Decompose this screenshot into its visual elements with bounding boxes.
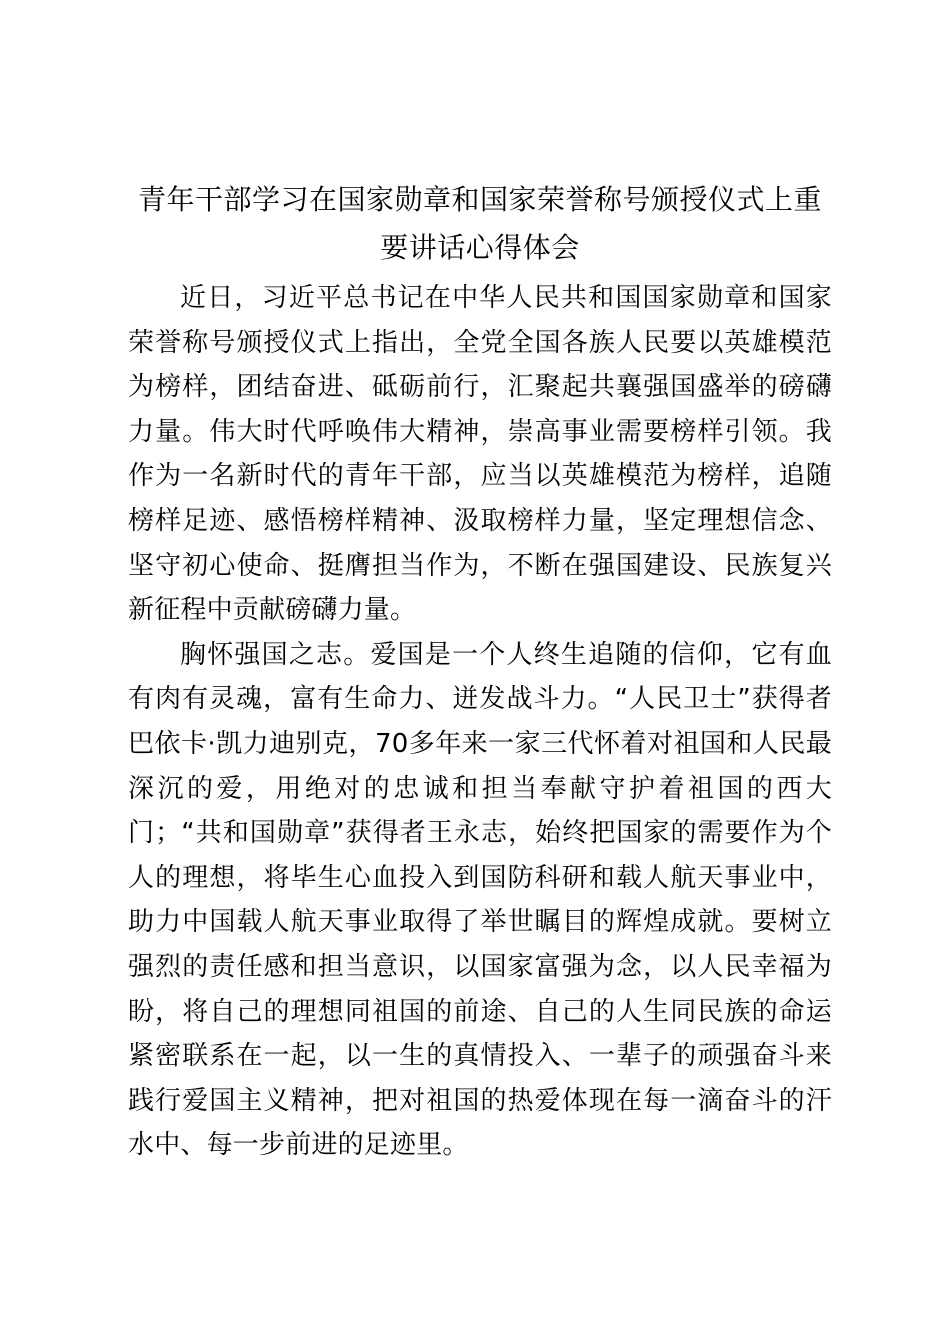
paragraph-patriotism: 胸怀强国之志。爱国是一个人终生追随的信仰，它有血有肉有灵魂，富有生命力、迸发战斗力。“人民卫士”获得者巴依卡·凯力迪别克，70多年来一家三代怀着对祖国和人民最深沉的爱，用绝对的忠诚和担当奉献守护着祖国的西大门；“共和国勋章”获得者王永志，始终把国家的需要作为个人的理想，将毕生心血投入到国防科研和载人航天事业中，助力中国载人航天事业取得了举世瞩目的辉煌成就。要树立强烈的责任感和担当意识，以国家富强为念，以人民幸福为盼，将自己的理想同祖国的前途、自己的人生同民族的命运紧密联系在一起，以一生的真情投入、一辈子的顽强奋斗来践行爱国主义精神，把对祖国的热爱体现在每一滴奋斗的汗水中、每一步前进的足迹里。 — [128, 639, 832, 1161]
paragraph-intro: 近日，习近平总书记在中华人民共和国国家勋章和国家荣誉称号颁授仪式上指出，全党全国各族人民要以英雄模范为榜样，团结奋进、砥砺前行，汇聚起共襄强国盛举的磅礴力量。伟大时代呼唤伟大精神，崇高事业需要榜样引领。我作为一名新时代的青年干部，应当以英雄模范为榜样，追随榜样足迹、感悟榜样精神、汲取榜样力量，坚定理想信念、坚守初心使命、挺膺担当作为，不断在强国建设、民族复兴新征程中贡献磅礴力量。 — [128, 283, 832, 626]
document-body — [128, 276, 832, 1168]
document-title: 青年干部学习在国家勋章和国家荣誉称号颁授仪式上重要讲话心得体会 — [137, 183, 822, 264]
